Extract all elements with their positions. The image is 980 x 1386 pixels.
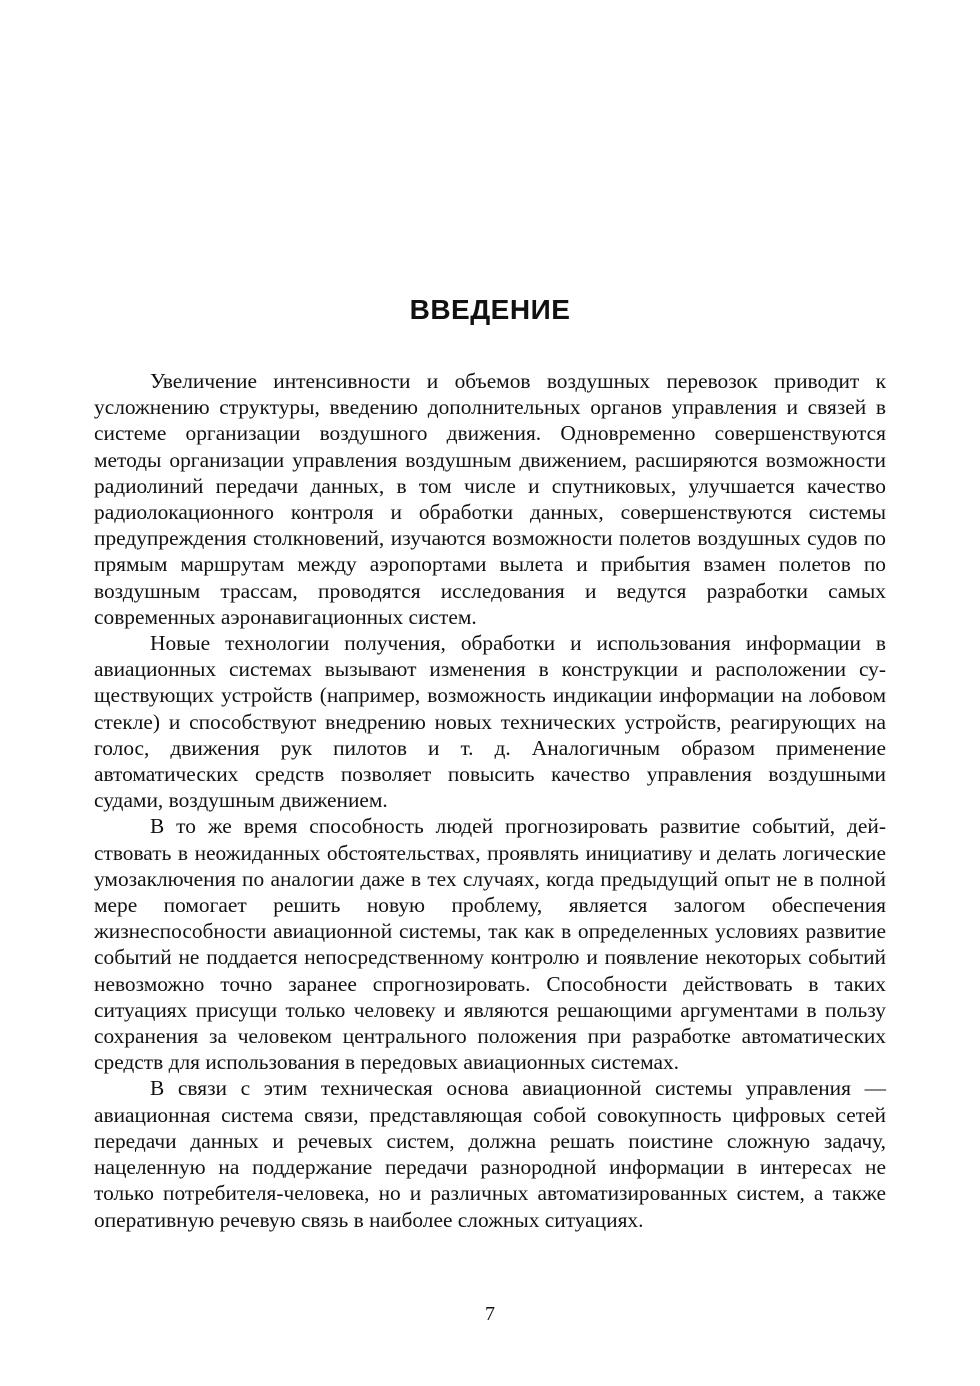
page-number: 7 bbox=[485, 1303, 495, 1325]
chapter-title: ВВЕДЕНИЕ bbox=[409, 294, 571, 325]
body-text bbox=[94, 368, 886, 1233]
paragraph-4: В связи с этим техническая основа авиационной системы управления — авиационная система связи, представляющая собой совокупность цифровых сетей передачи данных и речевых систем, должна решать поистине сложную задачу, нацеленную на поддержание передачи разнородной информации в интересах не только потребителя-человека, но и различных автоматизированных систем, а также оперативную речевую связь в наиболее сложных ситуациях. bbox=[94, 1076, 886, 1232]
paragraph-3: В то же время способность людей прогнозировать развитие событий, действовать в неожиданных обстоятельствах, проявлять инициативу и делать логические умозаключения по аналогии даже в тех случаях, когда предыдущий опыт не в полной мере помогает решить новую проблему, является залогом обеспечения жизнеспособности авиационной системы, так как в определенных условиях развитие событий не поддается непосредственному контролю и появление некоторых событий невозможно точно заранее спрогнозировать. Способности действовать в таких ситуациях присущи только человеку и являются решающими аргументами в пользу сохранения за человеком центрального положения при разработке автоматических средств для использования в передовых авиационных системах. bbox=[94, 814, 886, 1075]
paragraph-2: Новые технологии получения, обработки и использования информации в авиационных системах вызывают изменения в конструкции и расположении существующих устройств (например, возможность индикации информации на лобовом стекле) и способствуют внедрению новых технических устройств, реагирующих на голос, движения рук пилотов и т. д. Аналогичным образом применение автоматических средств позволяет повысить качество управления воздушными судами, воздушным движением. bbox=[94, 631, 886, 813]
paragraph-1: Увеличение интенсивности и объемов воздушных перевозок приводит к усложнению структуры, введению дополнительных органов управления и связей в системе организации воздушного движения. Одновременно совершенствуются методы организации управления воздушным движением, расширяются возможности радиолиний передачи данных, в том числе и спутниковых, улучшается качество радиолокационного контроля и обработки данных, совершенствуются системы предупреждения столкновений, изучаются возможности полетов воздушных судов по прямым маршрутам между аэропортами вылета и прибытия взамен полетов по воздушным трассам, проводятся исследования и ведутся разработки самых современных аэронавигационных систем. bbox=[94, 369, 886, 629]
